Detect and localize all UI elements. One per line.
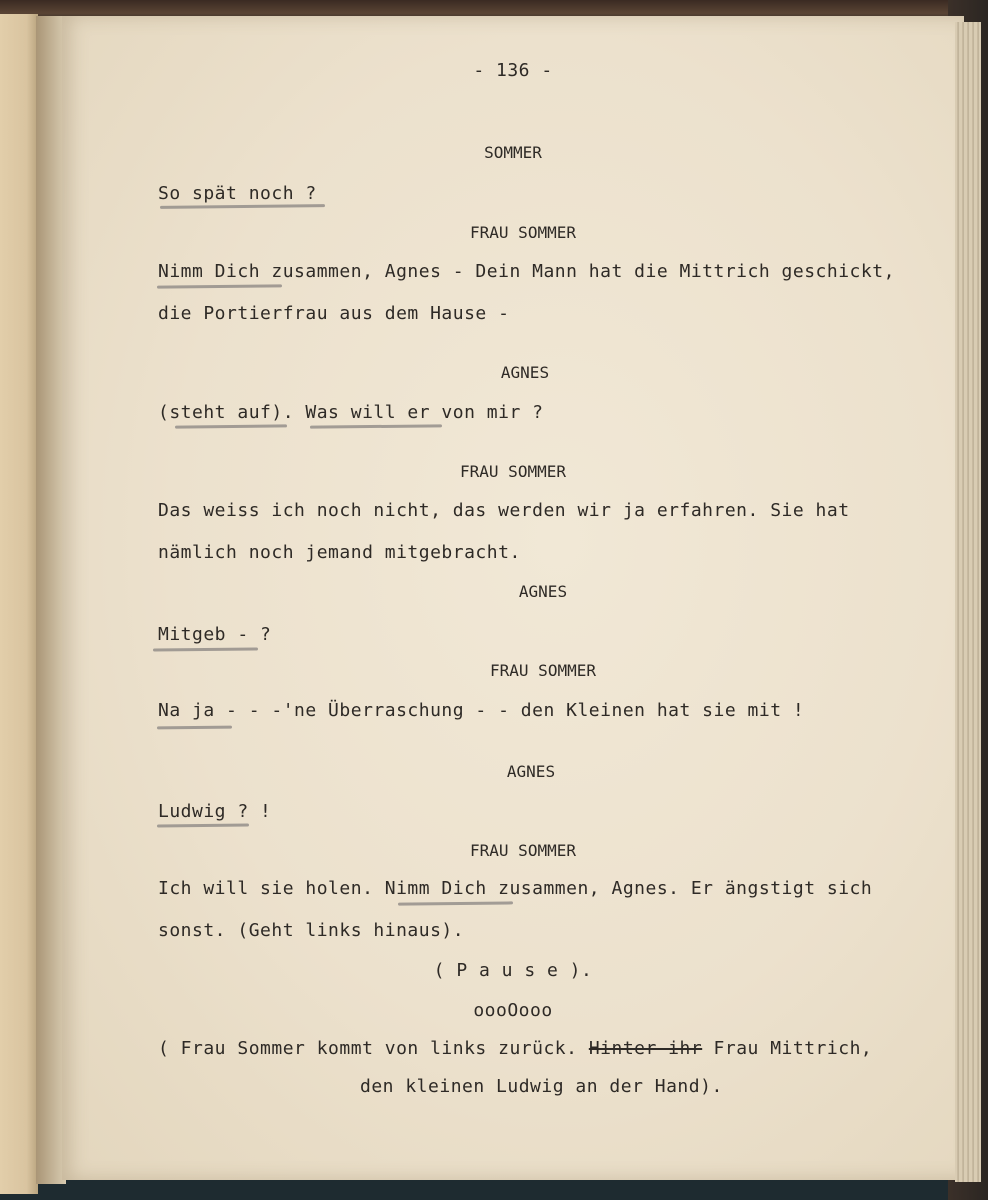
speaker-name: FRAU SOMMER [460,462,566,481]
dialogue-line: Ich will sie holen. Nimm Dich zusammen, Agnes. Er ängstigt sich [158,878,873,899]
speaker-name: AGNES [518,582,568,601]
speaker-name: AGNES [506,762,556,781]
dialogue-line: Na ja - - -'ne Überraschung - - den Kleinen hat sie mit ! [158,700,805,721]
dialogue-line: Mitgeb - ? [158,624,272,645]
dialogue-line: die Portierfrau aus dem Hause - [158,303,510,324]
stage-direction-line [158,1038,872,1059]
dialogue-line: So spät noch ? [158,183,317,204]
dialogue-line: (steht auf). Was will er von mir ? [158,402,544,423]
speaker-name: SOMMER [484,143,542,162]
speaker-name: AGNES [500,363,550,382]
dialogue-line: Nimm Dich zusammen, Agnes - Dein Mann hat die Mittrich geschickt, [158,261,895,282]
pause-direction: ( P a u s e ). [433,960,593,981]
dialogue-line: Ludwig ? ! [158,801,272,822]
stage-direction-text: Frau Mittrich, [702,1038,873,1059]
page-number: - 136 - [473,60,553,81]
speaker-name: FRAU SOMMER [490,661,596,680]
stage-direction-text: ( Frau Sommer kommt von links zurück. [158,1038,589,1059]
struck-out-text: Hinter ihr [588,1038,703,1059]
stage-direction-line: den kleinen Ludwig an der Hand). [360,1076,723,1097]
speaker-name: FRAU SOMMER [470,841,576,860]
dialogue-line: nämlich noch jemand mitgebracht. [158,542,521,563]
scene-separator: oooOooo [473,1000,553,1021]
dialogue-line: sonst. (Geht links hinaus). [158,920,465,941]
speaker-name: FRAU SOMMER [470,223,576,242]
dialogue-line: Das weiss ich noch nicht, das werden wir ja erfahren. Sie hat [158,500,850,521]
left-page-edge [0,14,38,1194]
